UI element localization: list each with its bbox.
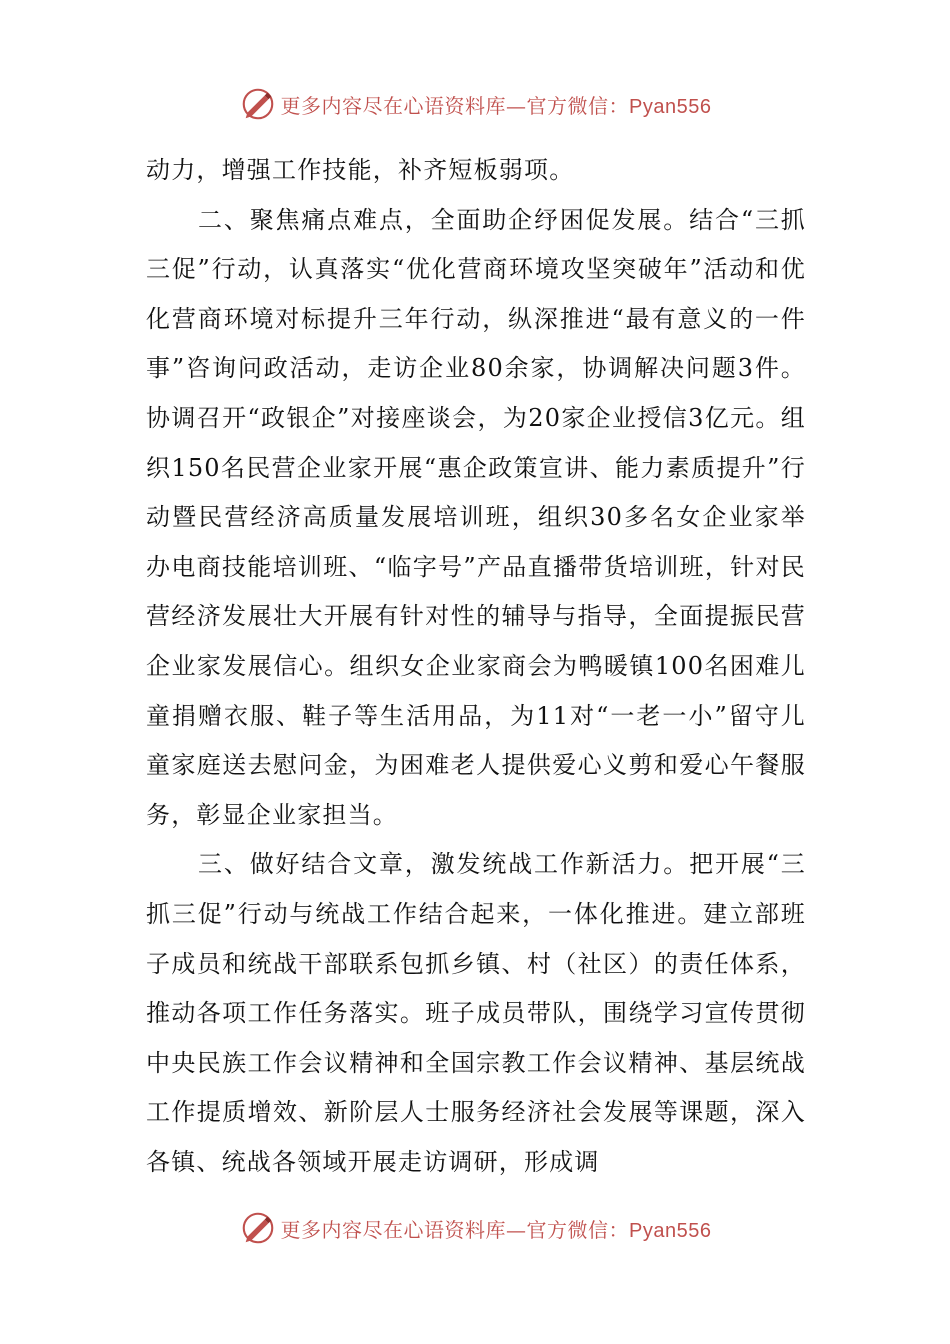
pen-logo-icon [239,1209,277,1247]
paragraph-section-two: 二、聚焦痛点难点，全面助企纾困促发展。结合“三抓三促”行动，认真落实“优化营商环境攻坚突破年”活动和优化营商环境对标提升三年行动，纵深推进“最有意义的一件事”咨询问政活动，走访企业80余家，协调解决问题3件。协调召开“政银企”对接座谈会，为20家企业授信3亿元。组织150名民营企业家开展“惠企政策宣讲、能力素质提升”行动暨民营经济高质量发展培训班，组织30多名女企业家举办电商技能培训班、“临字号”产品直播带货培训班，针对民营经济发展壮大开展有针对性的辅导与指导，全面提振民营企业家发展信心。组织女企业家商会为鸭暖镇100名困难儿童捐赠衣服、鞋子等生活用品，为11对“一老一小”留守儿童家庭送去慰问金，为困难老人提供爱心义剪和爱心午餐服务，彰显企业家担当。 [146,205,806,829]
header-wechat-id: Pyan556 [629,95,712,118]
footer-watermark-banner [0,1208,950,1248]
header-watermark-banner [0,84,950,124]
paragraph-section-three: 三、做好结合文章，激发统战工作新活力。把开展“三抓三促”行动与统战工作结合起来，一体化推进。建立部班子成员和统战干部联系包抓乡镇、村（社区）的责任体系，推动各项工作任务落实。班子成员带队，围绕学习宣传贯彻中央民族工作会议精神和全国宗教工作会议精神、基层统战工作提质增效、新阶层人士服务经济社会发展等课题，深入各镇、统战各领域开展走访调研，形成调 [146,850,806,1176]
paragraph-continuation: 动力，增强工作技能，补齐短板弱项。 [146,156,575,184]
document-body [146,146,806,1187]
pen-logo-icon [239,85,277,123]
footer-wechat-id: Pyan556 [629,1219,712,1242]
footer-watermark-text: 更多内容尽在心语资料库—官方微信：Pyan556 [280,1217,712,1242]
header-watermark-text: 更多内容尽在心语资料库—官方微信：Pyan556 [280,93,712,118]
